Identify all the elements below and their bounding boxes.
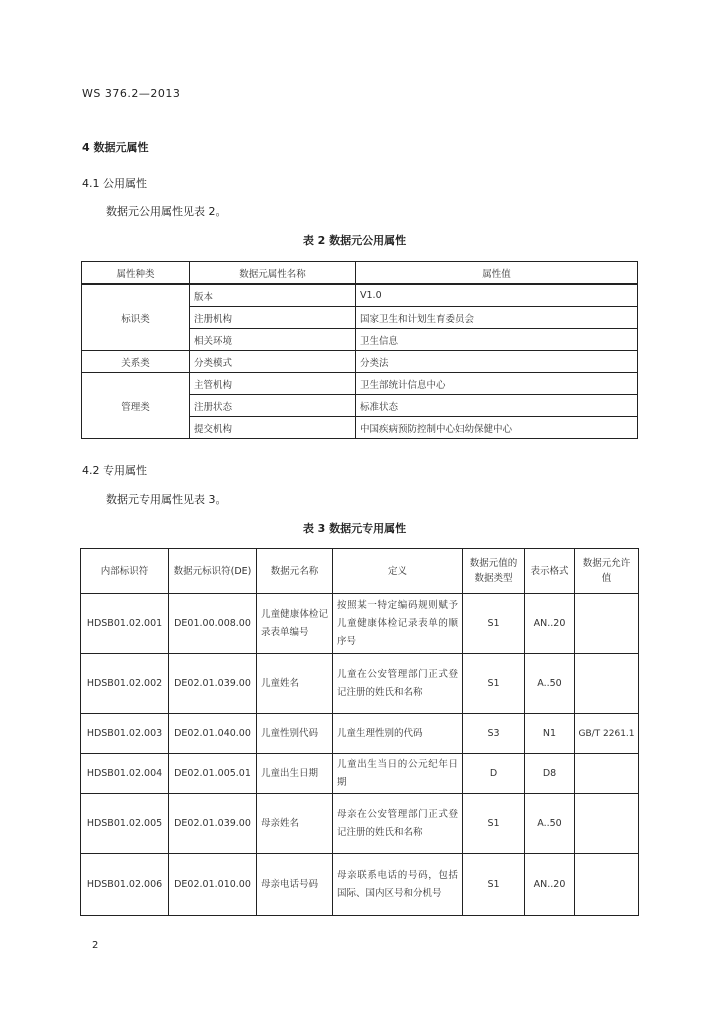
allowed-value-cell [575, 854, 639, 916]
element-name-cell: 儿童健康体检记录表单编号 [257, 594, 333, 654]
page-number: 2 [92, 940, 99, 951]
attribute-value: 中国疾病预防控制中心妇幼保健中心 [356, 417, 638, 439]
table-header-cell: 数据元允许值 [575, 549, 639, 594]
data-type-cell: S1 [463, 794, 525, 854]
table-row [82, 351, 638, 373]
table-header-cell: 定义 [333, 549, 463, 594]
internal-id-cell: HDSB01.02.004 [81, 754, 169, 794]
element-name-cell: 儿童性别代码 [257, 714, 333, 754]
table-header-cell: 内部标识符 [81, 549, 169, 594]
format-cell: A..50 [525, 794, 575, 854]
data-type-cell: S3 [463, 714, 525, 754]
attribute-name: 版本 [190, 284, 356, 307]
definition-cell: 母亲在公安管理部门正式登记注册的姓氏和名称 [333, 794, 463, 854]
table-header-row [82, 262, 638, 285]
de-id-cell: DE01.00.008.00 [169, 594, 257, 654]
group-identification: 标识类 [82, 284, 190, 351]
table-row [81, 754, 639, 794]
data-type-cell: D [463, 754, 525, 794]
table-row [81, 594, 639, 654]
format-cell: AN..20 [525, 854, 575, 916]
table-header-cell: 数据元名称 [257, 549, 333, 594]
table-row [82, 284, 638, 307]
attribute-value: 标准状态 [356, 395, 638, 417]
section-4-2-paragraph: 数据元专用属性见表 3。 [106, 493, 227, 506]
element-name-cell: 母亲电话号码 [257, 854, 333, 916]
attribute-value: 卫生信息 [356, 329, 638, 351]
attribute-value: 分类法 [356, 351, 638, 373]
attribute-name: 提交机构 [190, 417, 356, 439]
attribute-name: 主管机构 [190, 373, 356, 395]
table-row [82, 373, 638, 395]
internal-id-cell: HDSB01.02.003 [81, 714, 169, 754]
standard-code: WS 376.2—2013 [82, 87, 181, 100]
specific-attributes-table [80, 548, 639, 916]
allowed-value-cell [575, 594, 639, 654]
table-2-caption: 表 2 数据元公用属性 [302, 234, 407, 247]
table-header-cell: 表示格式 [525, 549, 575, 594]
attribute-value: V1.0 [356, 284, 638, 307]
allowed-value-cell [575, 654, 639, 714]
internal-id-cell: HDSB01.02.006 [81, 854, 169, 916]
table-row [81, 794, 639, 854]
de-id-cell: DE02.01.039.00 [169, 654, 257, 714]
attribute-value: 国家卫生和计划生育委员会 [356, 307, 638, 329]
section-4-2-title: 4.2 专用属性 [82, 464, 147, 477]
group-management: 管理类 [82, 373, 190, 439]
definition-cell: 按照某一特定编码规则赋予儿童健康体检记录表单的顺序号 [333, 594, 463, 654]
de-id-cell: DE02.01.039.00 [169, 794, 257, 854]
attribute-name: 注册状态 [190, 395, 356, 417]
table-header-row [81, 549, 639, 594]
internal-id-cell: HDSB01.02.001 [81, 594, 169, 654]
element-name-cell: 母亲姓名 [257, 794, 333, 854]
data-type-cell: S1 [463, 654, 525, 714]
table-row [81, 714, 639, 754]
de-id-cell: DE02.01.010.00 [169, 854, 257, 916]
element-name-cell: 儿童出生日期 [257, 754, 333, 794]
allowed-value-cell [575, 794, 639, 854]
section-4-1-paragraph: 数据元公用属性见表 2。 [106, 205, 227, 218]
section-4-1-title: 4.1 公用属性 [82, 177, 147, 190]
format-cell: N1 [525, 714, 575, 754]
internal-id-cell: HDSB01.02.005 [81, 794, 169, 854]
attribute-name: 相关环境 [190, 329, 356, 351]
allowed-value-cell [575, 754, 639, 794]
allowed-value-cell: GB/T 2261.1 [575, 714, 639, 754]
table-header-cell: 属性值 [356, 262, 638, 285]
format-cell: D8 [525, 754, 575, 794]
element-name-cell: 儿童姓名 [257, 654, 333, 714]
data-type-cell: S1 [463, 854, 525, 916]
data-type-cell: S1 [463, 594, 525, 654]
de-id-cell: DE02.01.005.01 [169, 754, 257, 794]
table-row [81, 854, 639, 916]
common-attributes-table [81, 261, 638, 439]
table-header-cell: 数据元值的数据类型 [463, 549, 525, 594]
table-header-cell: 数据元属性名称 [190, 262, 356, 285]
group-relation: 关系类 [82, 351, 190, 373]
table-3-caption: 表 3 数据元专用属性 [302, 522, 407, 535]
definition-cell: 儿童出生当日的公元纪年日期 [333, 754, 463, 794]
attribute-name: 分类模式 [190, 351, 356, 373]
internal-id-cell: HDSB01.02.002 [81, 654, 169, 714]
table-row [81, 654, 639, 714]
attribute-name: 注册机构 [190, 307, 356, 329]
section-4-title: 4 数据元属性 [82, 141, 149, 154]
de-id-cell: DE02.01.040.00 [169, 714, 257, 754]
attribute-value: 卫生部统计信息中心 [356, 373, 638, 395]
table-header-cell: 数据元标识符(DE) [169, 549, 257, 594]
table-header-cell: 属性种类 [82, 262, 190, 285]
definition-cell: 儿童在公安管理部门正式登记注册的姓氏和名称 [333, 654, 463, 714]
definition-cell: 儿童生理性别的代码 [333, 714, 463, 754]
format-cell: A..50 [525, 654, 575, 714]
format-cell: AN..20 [525, 594, 575, 654]
definition-cell: 母亲联系电话的号码，包括国际、国内区号和分机号 [333, 854, 463, 916]
